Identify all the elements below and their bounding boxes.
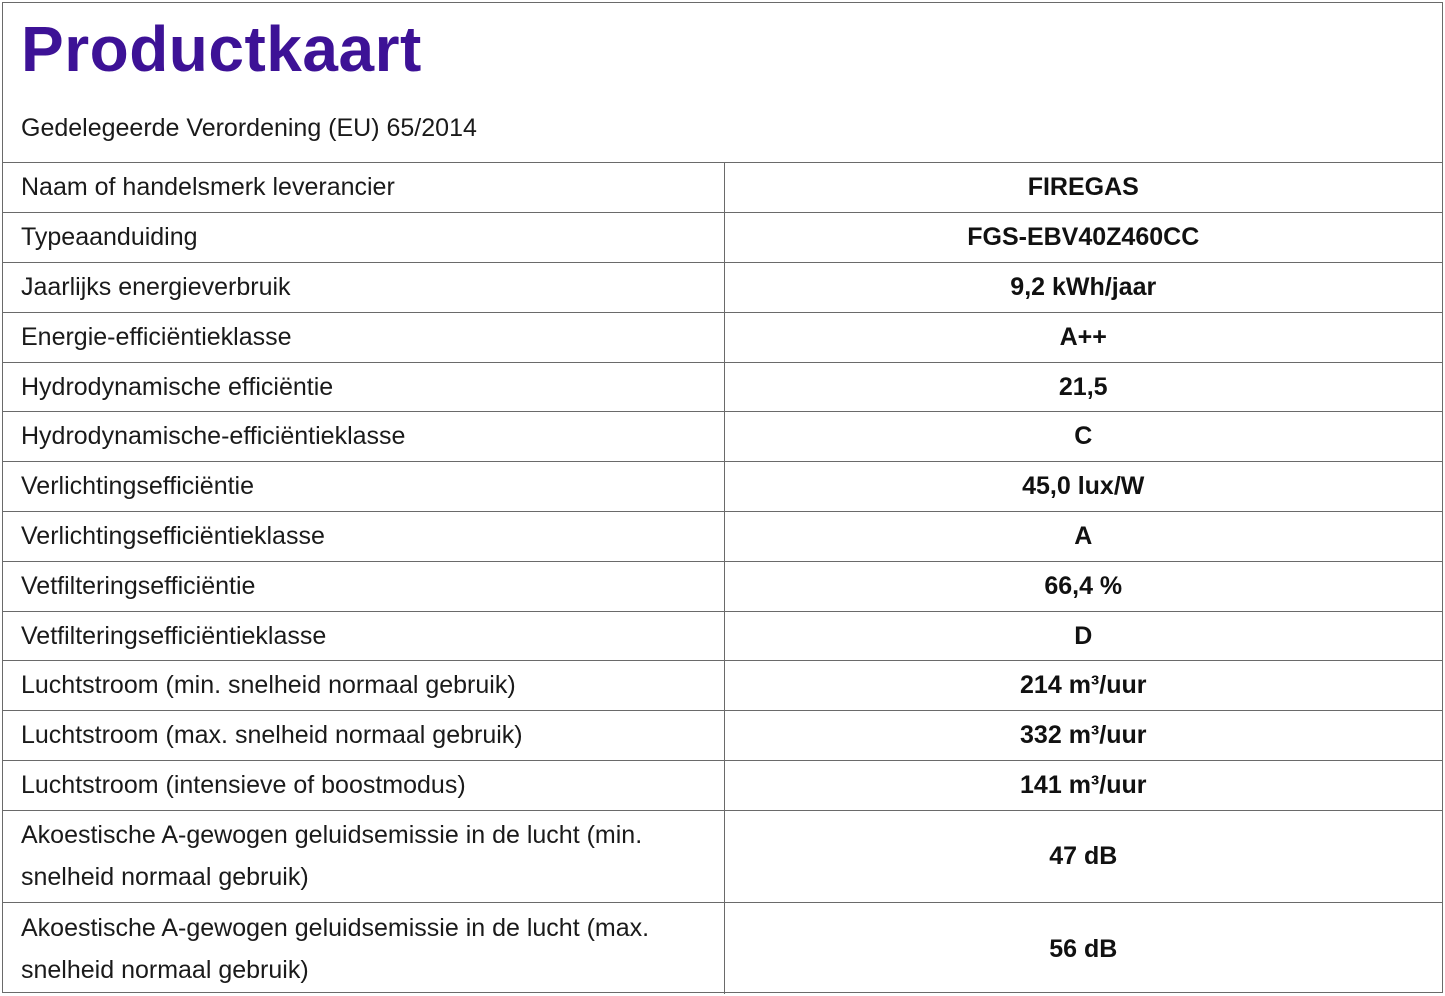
table-row xyxy=(3,312,1442,362)
regulation-subtitle: Gedelegeerde Verordening (EU) 65/2014 xyxy=(21,114,477,142)
row-label: Energie-efficiëntieklasse xyxy=(3,312,724,362)
table-row xyxy=(3,711,1442,761)
row-label: Typeaanduiding xyxy=(3,213,724,263)
table-row xyxy=(3,611,1442,661)
row-label: Vetfilteringsefficiëntieklasse xyxy=(3,611,724,661)
row-value: FIREGAS xyxy=(724,163,1442,213)
row-label: Verlichtingsefficiëntieklasse xyxy=(3,512,724,562)
row-value: A++ xyxy=(724,312,1442,362)
table-row xyxy=(3,512,1442,562)
table-row xyxy=(3,462,1442,512)
row-value: 332 m³/uur xyxy=(724,711,1442,761)
row-label: Luchtstroom (max. snelheid normaal gebruik) xyxy=(3,711,724,761)
table-row xyxy=(3,362,1442,412)
row-value: 214 m³/uur xyxy=(724,661,1442,711)
row-label: Akoestische A-gewogen geluidsemissie in de lucht (max. snelheid normaal gebruik) xyxy=(3,902,724,994)
row-value: 141 m³/uur xyxy=(724,761,1442,811)
row-label: Naam of handelsmerk leverancier xyxy=(3,163,724,213)
spec-table xyxy=(3,163,1442,994)
row-label: Jaarlijks energieverbruik xyxy=(3,263,724,313)
row-value: FGS-EBV40Z460CC xyxy=(724,213,1442,263)
row-value: C xyxy=(724,412,1442,462)
table-row xyxy=(3,761,1442,811)
row-value: D xyxy=(724,611,1442,661)
product-sheet xyxy=(2,2,1443,993)
row-value: 47 dB xyxy=(724,810,1442,902)
row-value: 66,4 % xyxy=(724,561,1442,611)
table-row xyxy=(3,661,1442,711)
table-row xyxy=(3,163,1442,213)
row-label: Akoestische A-gewogen geluidsemissie in de lucht (min. snelheid normaal gebruik) xyxy=(3,810,724,902)
row-label: Luchtstroom (min. snelheid normaal gebruik) xyxy=(3,661,724,711)
row-label: Luchtstroom (intensieve of boostmodus) xyxy=(3,761,724,811)
table-row xyxy=(3,561,1442,611)
table-row xyxy=(3,213,1442,263)
row-label: Hydrodynamische-efficiëntieklasse xyxy=(3,412,724,462)
table-row xyxy=(3,412,1442,462)
table-row xyxy=(3,263,1442,313)
row-value: A xyxy=(724,512,1442,562)
row-label: Verlichtingsefficiëntie xyxy=(3,462,724,512)
row-value: 56 dB xyxy=(1049,934,1118,963)
table-row xyxy=(3,810,1442,902)
table-row xyxy=(3,902,1442,994)
row-value: 9,2 kWh/jaar xyxy=(724,263,1442,313)
row-value: 45,0 lux/W xyxy=(724,462,1442,512)
row-value: 21,5 xyxy=(724,362,1442,412)
page-title: Productkaart xyxy=(21,13,422,85)
row-label: Vetfilteringsefficiëntie xyxy=(3,561,724,611)
row-label: Hydrodynamische efficiëntie xyxy=(3,362,724,412)
sheet-header xyxy=(3,3,1442,163)
